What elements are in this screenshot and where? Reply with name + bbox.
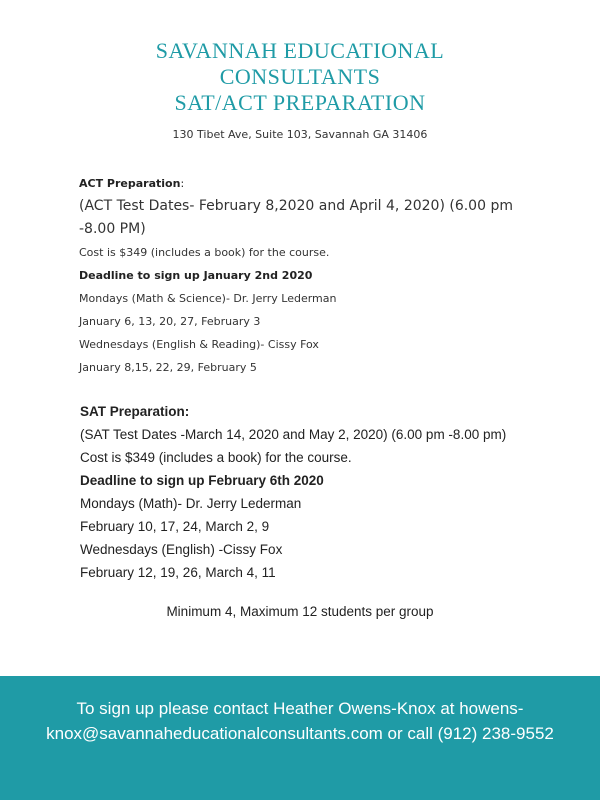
sat-monday-class: Mondays (Math)- Dr. Jerry Lederman [80,496,302,511]
act-deadline: Deadline to sign up January 2nd 2020 [79,269,313,282]
sat-heading: SAT Preparation: [80,404,190,419]
title-line-2: CONSULTANTS [219,64,381,89]
act-heading-colon: : [180,177,185,190]
act-cost: Cost is $349 (includes a book) for the course. [79,246,330,259]
title-line-1: SAVANNAH EDUCATIONAL [155,38,445,63]
sat-section [80,400,540,584]
sat-test-dates: (SAT Test Dates -March 14, 2020 and May 2, 2020) (6.00 pm -8.00 pm) [80,427,507,442]
act-wednesday-dates: January 8,15, 22, 29, February 5 [79,361,257,374]
act-monday-class: Mondays (Math & Science)- Dr. Jerry Lederman [79,292,337,305]
act-section [79,172,539,379]
act-test-dates: (ACT Test Dates- February 8,2020 and April 4, 2020) (6.00 pm -8.00 PM) [79,198,513,237]
sat-wednesday-dates: February 12, 19, 26, March 4, 11 [80,565,276,580]
title-line-3: SAT/ACT PREPARATION [174,90,426,115]
act-wednesday-class: Wednesdays (English & Reading)- Cissy Fox [79,338,319,351]
act-heading-label: ACT Preparation [79,177,181,190]
sat-monday-dates: February 10, 17, 24, March 2, 9 [80,519,270,534]
contact-footer [0,676,600,800]
document-title [0,38,600,116]
act-monday-dates: January 6, 13, 20, 27, February 3 [79,315,261,328]
group-size-note: Minimum 4, Maximum 12 students per group [166,604,434,619]
act-heading [79,172,539,195]
sat-wednesday-class: Wednesdays (English) -Cissy Fox [80,542,283,557]
contact-text: To sign up please contact Heather Owens-Knox at howens-knox@savannaheducationalconsultants.com or call (912) 238-9552 [46,699,554,743]
sat-cost: Cost is $349 (includes a book) for the course. [80,450,352,465]
address: 130 Tibet Ave, Suite 103, Savannah GA 31406 [172,128,428,141]
sat-deadline: Deadline to sign up February 6th 2020 [80,473,324,488]
